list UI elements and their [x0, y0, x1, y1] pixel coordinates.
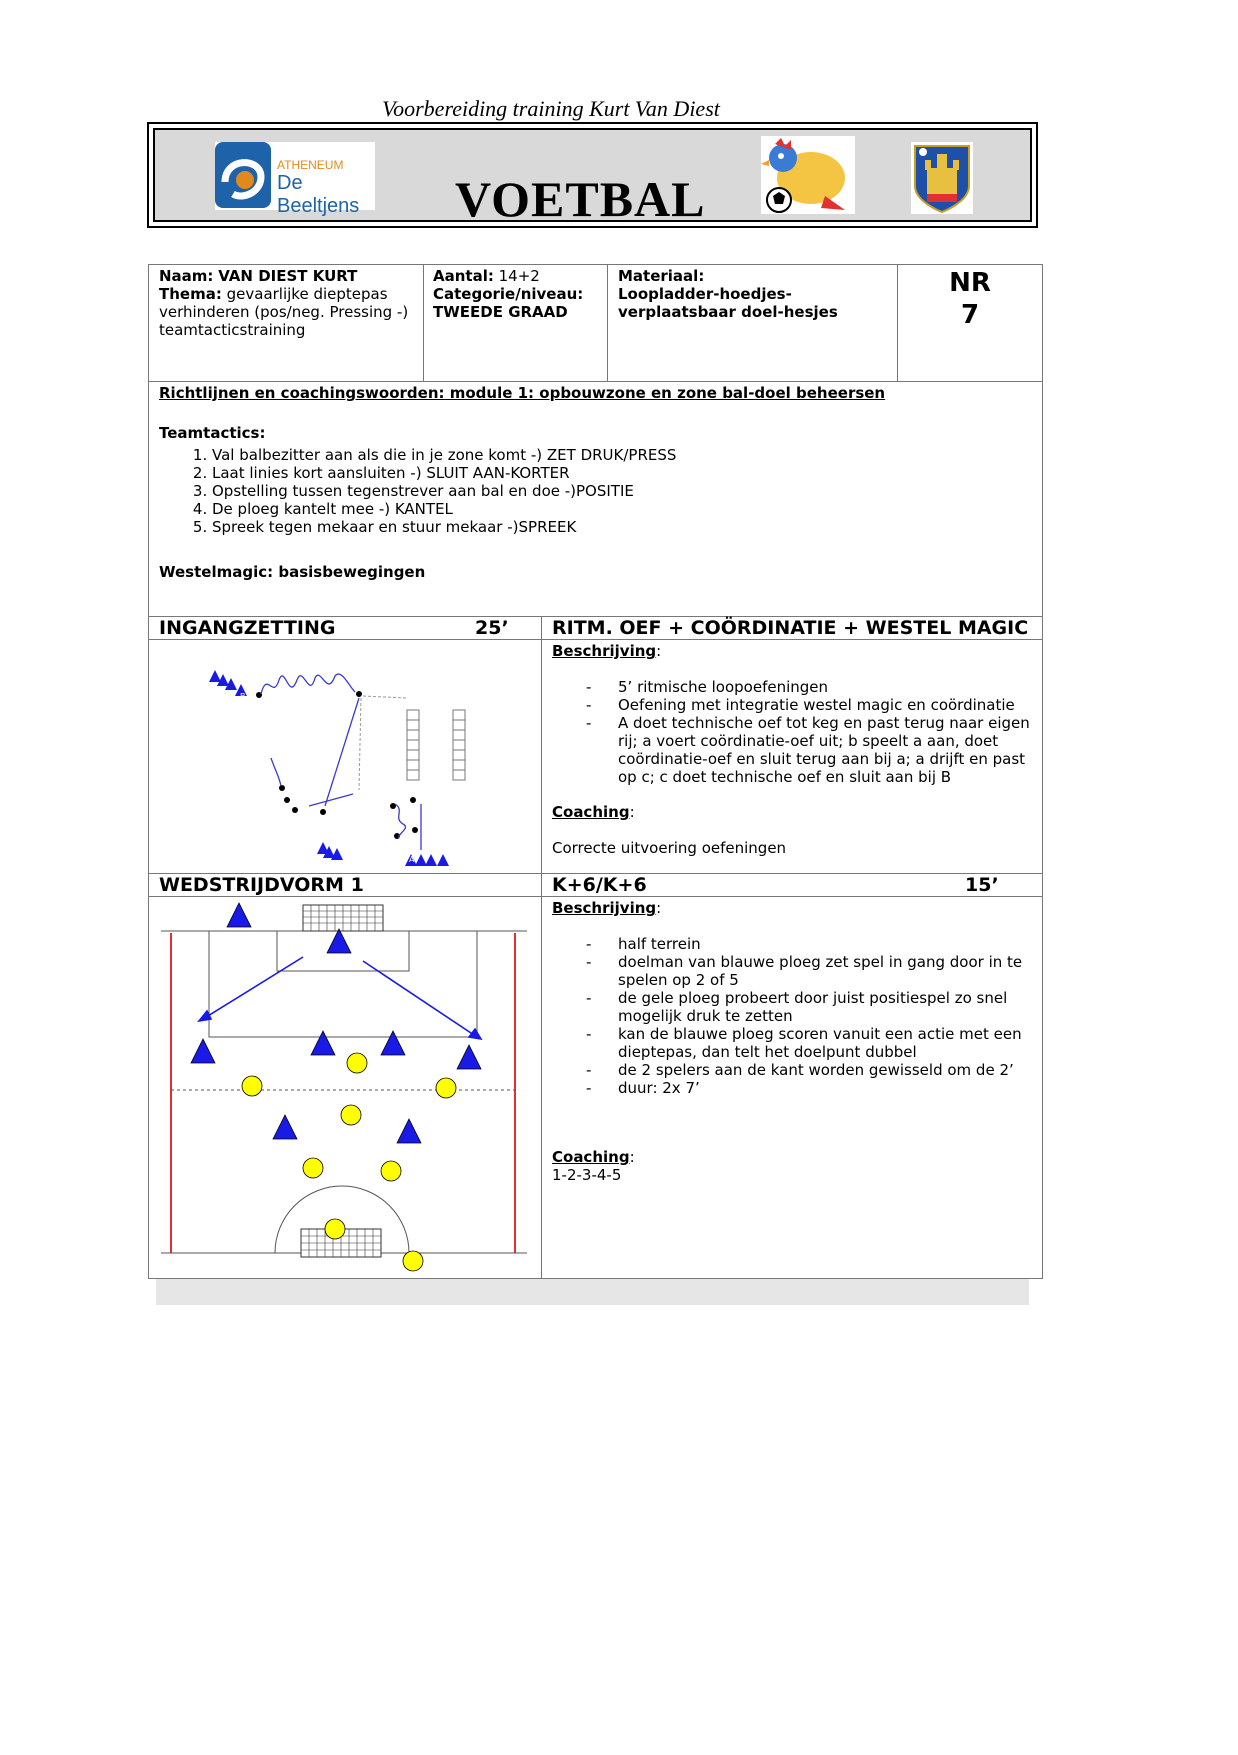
pass-arrow	[363, 961, 477, 1037]
dribble-path	[261, 674, 355, 694]
ball	[410, 797, 416, 803]
coaching-label: Coaching	[552, 803, 630, 821]
ball	[292, 807, 298, 813]
blue-player	[273, 1115, 297, 1139]
section1-diagram-cell	[148, 639, 542, 874]
pass-line	[325, 698, 359, 806]
materiaal-label: Materiaal:	[618, 267, 705, 285]
yellow-player	[436, 1078, 456, 1098]
blue-player	[381, 1031, 405, 1055]
blue-player-substitute	[227, 903, 251, 927]
yellow-player	[347, 1053, 367, 1073]
info-nr-cell	[897, 264, 1043, 382]
list-item: - duur: 2x 7’	[552, 1079, 1036, 1097]
ball	[284, 797, 290, 803]
list-item: - kan de blauwe ploeg scoren vanuit een actie met een dieptepas, dan telt het doelpunt dubbel	[552, 1025, 1036, 1061]
naam-label: Naam:	[159, 267, 214, 285]
list-item: - de gele ploeg probeert door juist positiespel zo snel mogelijk druk te zetten	[552, 989, 1036, 1025]
thema-value: gevaarlijke dieptepas verhinderen (pos/neg. Pressing -) teamtacticstraining	[159, 285, 409, 339]
warmup-diagram	[149, 640, 541, 873]
blue-cone	[437, 854, 449, 866]
materiaal-value: Loopladder-hoedjes-verplaatsbaar doel-hesjes	[618, 285, 838, 321]
footer-bar	[156, 1279, 1029, 1305]
list-item: - A doet technische oef tot keg en past terug naar eigen rij; a voert coördinatie-oef uit; b speelt a aan, doet coördinatie-oef en sluit terug aan bij a; a drijft en past op c; c doet technische oef en sluit aan bij B	[552, 714, 1036, 786]
section2-text-cell: Beschrijving: - half terrein - doelman van blauwe ploeg zet spel in gang door in te spelen op 2 of 5 - de gele ploeg probeert door juist positiespel zo snel mogelijk druk te zetten - kan de blauwe ploeg scoren vanuit een actie met een dieptepas, dan telt het doelpunt dubbel - de 2 spelers aan de kant worden gewisseld om de 2’ - duur: 2x 7’ Coaching: 1-2-3-4-5	[541, 896, 1043, 1279]
yellow-player	[381, 1161, 401, 1181]
ball	[279, 785, 285, 791]
school-logo-line2: De Beeltjens	[277, 172, 360, 217]
yellow-goalkeeper	[325, 1219, 345, 1239]
ball	[412, 827, 418, 833]
list-item: - de 2 spelers aan de kant worden gewisseld om de 2’	[552, 1061, 1036, 1079]
list-item: 3. Opstelling tussen tegenstrever aan bal en doe -)POSITIE	[212, 482, 676, 500]
blue-player	[311, 1031, 335, 1055]
city-crest-logo	[911, 142, 973, 214]
arrow-head	[469, 1029, 481, 1039]
aantal-value: 14+2	[498, 267, 540, 285]
section1-duration: 25’	[475, 617, 509, 639]
list-item: - doelman van blauwe ploeg zet spel in gang door in te spelen op 2 of 5	[552, 953, 1036, 989]
aantal-label: Aantal:	[433, 267, 494, 285]
nr-value: 7	[960, 300, 980, 330]
pass-line	[309, 794, 353, 806]
banner-title: VOETBAL	[455, 171, 706, 227]
guidelines-cell	[148, 381, 1043, 617]
blue-cone	[209, 670, 221, 682]
label-b: B	[240, 692, 246, 701]
match-field-diagram	[149, 897, 541, 1278]
categorie-label: Categorie/niveau:	[433, 285, 584, 303]
list-item: - 5’ ritmische loopoefeningen	[552, 678, 1036, 696]
school-logo	[215, 142, 375, 217]
section1-coaching-text: Correcte uitvoering oefeningen	[552, 839, 787, 857]
info-aantal-cell	[423, 264, 608, 382]
blue-cone	[425, 854, 437, 866]
teamtactics-list	[149, 446, 676, 536]
pass-arrow	[203, 957, 303, 1019]
section1-left-title: INGANGZETTING	[159, 617, 336, 639]
section1-text-cell: Beschrijving: - 5’ ritmische loopoefeningen - Oefening met integratie westel magic en coördinatie - A doet technische oef tot keg en past terug naar eigen rij; a voert coördinatie-oef uit; b speelt a aan, doet coördinatie-oef en sluit terug aan bij a; a drijft en past op c; c doet technische oef en sluit aan bij B Coaching: Correcte uitvoering oefeningen	[541, 639, 1043, 874]
label-a: A	[409, 855, 415, 864]
section1-left-title-cell	[148, 616, 542, 640]
section1-description-list	[552, 678, 1036, 786]
coaching-label: Coaching	[552, 1148, 630, 1166]
section2-description-list	[552, 935, 1036, 1097]
nr-label: NR	[949, 268, 991, 298]
list-item: 1. Val balbezitter aan als die in je zone komt -) ZET DRUK/PRESS	[212, 446, 676, 464]
beschrijving-label: Beschrijving	[552, 642, 657, 660]
section1-right-title: RITM. OEF + COÖRDINATIE + WESTEL MAGIC	[552, 617, 1029, 639]
ball	[356, 691, 362, 697]
section2-duration: 15’	[965, 874, 999, 896]
blue-player	[191, 1039, 215, 1063]
rooster-mascot-logo	[761, 136, 855, 214]
return-line	[363, 696, 407, 698]
yellow-player-substitute	[403, 1251, 423, 1271]
categorie-value: TWEEDE GRAAD	[433, 303, 568, 321]
yellow-player	[242, 1076, 262, 1096]
banner-inner	[153, 128, 1032, 227]
westelmagic-label: Westelmagic: basisbewegingen	[159, 563, 426, 581]
section2-left-title: WEDSTRIJDVORM 1	[159, 874, 364, 896]
info-materiaal-cell	[607, 264, 898, 382]
title-banner	[147, 122, 1038, 228]
return-line	[359, 698, 361, 790]
section2-right-title-cell	[541, 873, 1043, 897]
blue-player	[397, 1119, 421, 1143]
yellow-player	[341, 1105, 361, 1125]
label-c: C	[322, 834, 328, 843]
run-line	[271, 758, 281, 786]
list-item: - Oefening met integratie westel magic en coördinatie	[552, 696, 1036, 714]
section2-right-title: K+6/K+6	[552, 874, 647, 896]
section2-diagram-cell	[148, 896, 542, 1279]
naam-value: VAN DIEST KURT	[218, 267, 358, 285]
school-logo-mark	[215, 142, 271, 208]
list-item: - half terrein	[552, 935, 1036, 953]
teamtactics-label: Teamtactics:	[159, 424, 266, 442]
section1-right-title-cell	[541, 616, 1043, 640]
ball	[320, 809, 326, 815]
blue-goalkeeper	[327, 929, 351, 953]
beschrijving-label: Beschrijving	[552, 899, 657, 917]
coordination-path	[395, 804, 405, 838]
list-item: 4. De ploeg kantelt mee -) KANTEL	[212, 500, 676, 518]
info-naam-cell	[148, 264, 424, 382]
list-item: 5. Spreek tegen mekaar en stuur mekaar -)SPREEK	[212, 518, 676, 536]
section2-coaching-text: 1-2-3-4-5	[552, 1166, 622, 1184]
list-item: 2. Laat linies kort aansluiten -) SLUIT AAN-KORTER	[212, 464, 676, 482]
document-header: Voorbereiding training Kurt Van Diest	[382, 96, 720, 121]
agility-ladder	[407, 710, 419, 780]
blue-player	[457, 1045, 481, 1069]
thema-label: Thema:	[159, 285, 222, 303]
section2-left-title-cell	[148, 873, 542, 897]
guidelines-heading: Richtlijnen en coachingswoorden: module 1: opbouwzone en zone bal-doel beheersen	[159, 384, 886, 402]
school-logo-line1: ATHENEUM	[277, 158, 344, 172]
blue-cone	[415, 854, 427, 866]
yellow-player	[303, 1158, 323, 1178]
agility-ladder	[453, 710, 465, 780]
